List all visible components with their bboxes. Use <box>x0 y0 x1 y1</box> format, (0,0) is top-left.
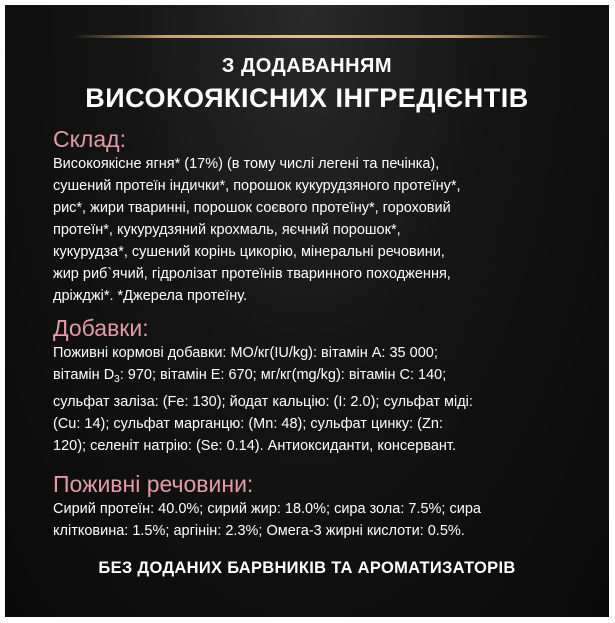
additives-title: Добавки: <box>53 315 149 341</box>
additives-line: Поживні кормові добавки: МО/кг(IU/kg): вітамін А: 35 000; <box>53 345 438 361</box>
gold-divider <box>72 35 550 38</box>
composition-line: Високоякісне ягня* (17%) (в тому числі легені та печінка), <box>53 156 440 172</box>
composition-line: рис*, жири тваринні, порошок соєвого протеїну*, гороховий <box>53 200 451 216</box>
additives-text <box>53 342 593 457</box>
footer-statement: БЕЗ ДОДАНИХ БАРВНИКІВ ТА АРОМАТИЗАТОРІВ <box>98 559 516 577</box>
additives-line: сульфат заліза: (Fe: 130); йодат кальцію: (I: 2.0); сульфат міді: <box>53 394 473 410</box>
additives-line: (Cu: 14); сульфат марганцю: (Mn: 48); сульфат цинку: (Zn: <box>53 416 443 432</box>
additives-line-rest: : 970; вітамін Е: 670; мг/кг(mg/kg): вітамін С: 140; <box>119 367 447 383</box>
header-title: ВИСОКОЯКІСНИХ ІНГРЕДІЄНТІВ <box>85 83 529 113</box>
vitamin-d-subscript: 3 <box>114 374 120 385</box>
composition-line: кукурудза*, сушений корінь цикорію, мінеральні речовини, <box>53 244 445 260</box>
composition-title: Склад: <box>53 126 126 152</box>
additives-line <box>53 364 593 391</box>
additives-line: 120); селеніт натрію: (Se: 0.14). Антиоксиданти, консервант. <box>53 438 456 454</box>
nutrients-line: Сирий протеїн: 40.0%; сирий жир: 18.0%; сира зола: 7.5%; сира <box>53 501 481 517</box>
label-panel <box>5 5 609 617</box>
nutrients-text <box>53 498 593 542</box>
nutrients-line: клітковина: 1.5%; аргінін: 2.3%; Омега-3 жирні кислоти: 0.5%. <box>53 523 465 539</box>
composition-line: жир риб`ячий, гідролізат протеїнів тваринного походження, <box>53 266 451 282</box>
composition-text <box>53 153 593 307</box>
vitamin-d-label: вітамін D <box>53 367 115 383</box>
composition-line: дріжджі*. *Джерела протеїну. <box>53 288 248 304</box>
composition-line: сушений протеїн індички*, порошок кукурудзяного протеїну*, <box>53 178 461 194</box>
nutrients-title: Поживні речовини: <box>53 471 254 497</box>
header-subtitle: З ДОДАВАННЯМ <box>221 55 393 77</box>
composition-line: протеїн*, кукурудзяний крохмаль, яєчний порошок*, <box>53 222 401 238</box>
